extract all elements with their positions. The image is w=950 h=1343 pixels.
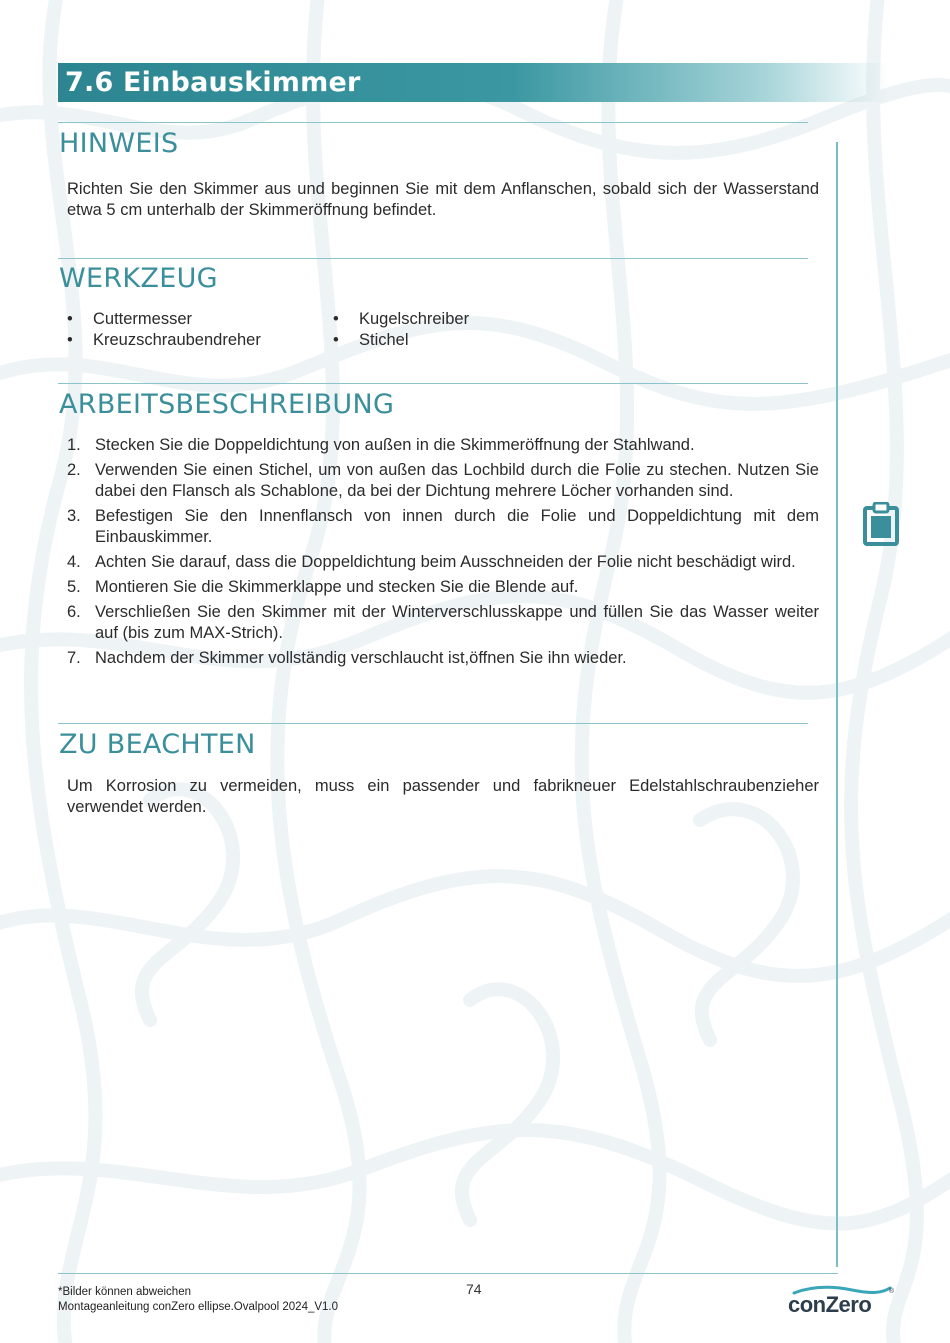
list-item: 3. Befestigen Sie den Innenflansch von innen durch die Folie und Doppeldichtung mit dem Einbauskimmer. [67, 507, 819, 546]
steps-list [67, 435, 819, 673]
section-divider [58, 383, 808, 384]
list-item: • Kreuzschraubendreher [67, 331, 261, 349]
section-divider [58, 723, 808, 724]
bullet-icon: • [333, 331, 339, 349]
bullet-icon: • [333, 310, 339, 328]
tool-list-right [331, 309, 469, 351]
list-item: • Cuttermesser [67, 310, 193, 328]
list-item: 6. Verschließen Sie den Skimmer mit der Winterverschlusskappe und füllen Sie das Wasser weiter auf (bis zum MAX-Strich). [67, 603, 819, 642]
clipboard-icon [863, 502, 899, 546]
list-item: 4. Achten Sie darauf, dass die Doppeldichtung beim Ausschneiden der Folie nicht beschädigt wird. [67, 553, 796, 571]
page-title: 7.6 Einbauskimmer [65, 67, 361, 98]
footer-note: *Bilder können abweichen Montageanleitung conZero ellipse.Ovalpool 2024_V1.0 [58, 1286, 339, 1313]
list-item: • Stichel [333, 331, 409, 349]
heading-hinweis: HINWEIS [59, 128, 179, 159]
list-item: • Kugelschreiber [333, 310, 470, 328]
tool-list-left [65, 309, 261, 351]
bullet-icon: • [67, 310, 73, 328]
heading-zu-beachten: ZU BEACHTEN [59, 729, 256, 760]
footer-divider [58, 1273, 838, 1274]
zu-beachten-text: Um Korrosion zu vermeiden, muss ein passender und fabrikneuer Edelstahlschraubenzieher verwendet werden. [67, 777, 819, 816]
section-title-bar [58, 63, 888, 102]
bullet-icon: • [67, 331, 73, 349]
section-divider [58, 258, 808, 259]
list-item: 7. Nachdem der Skimmer vollständig verschlaucht ist,öffnen Sie ihn wieder. [67, 649, 627, 667]
page-number: 74 [466, 1281, 482, 1297]
heading-arbeitsbeschreibung: ARBEITSBESCHREIBUNG [59, 389, 395, 420]
margin-vertical-rule [836, 142, 838, 1267]
list-item: 2. Verwenden Sie einen Stichel, um von außen das Lochbild durch die Folie zu stechen. Nutzen Sie dabei den Flansch als Schablone, da bei der Dichtung mehrere Löcher vorhanden sind. [67, 461, 819, 500]
hinweis-text: Richten Sie den Skimmer aus und beginnen Sie mit dem Anflanschen, sobald sich der Wasserstand etwa 5 cm unterhalb der Skimmeröffnung befindet. [67, 180, 819, 219]
list-item: 5. Montieren Sie die Skimmerklappe und stecken Sie die Blende auf. [67, 578, 579, 596]
conzero-logo: conZero ® [788, 1284, 898, 1320]
section-divider [58, 122, 808, 123]
heading-werkzeug: WERKZEUG [59, 263, 218, 294]
list-item: 1. Stecken Sie die Doppeldichtung von außen in die Skimmeröffnung der Stahlwand. [67, 436, 695, 454]
